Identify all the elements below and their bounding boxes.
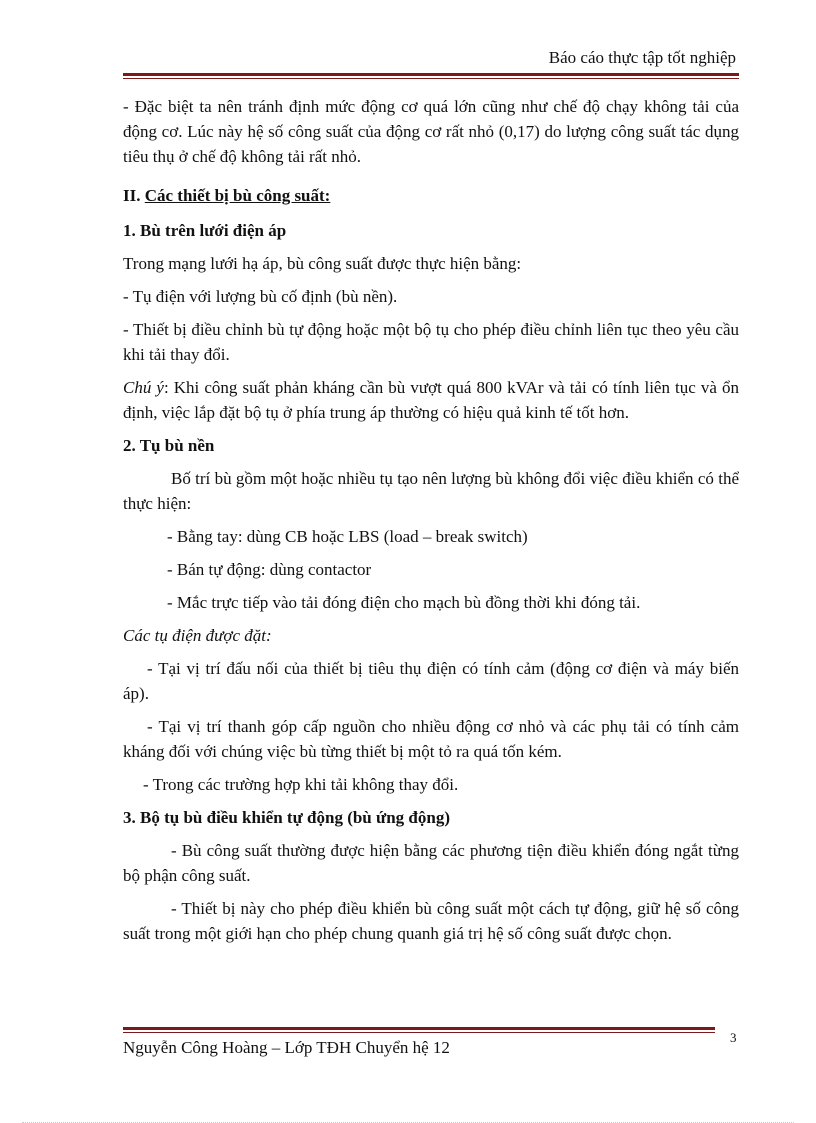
subheading-2: 2. Tụ bù nền bbox=[123, 436, 215, 455]
header-title: Báo cáo thực tập tốt nghiệp bbox=[548, 48, 736, 67]
italic-paragraph: Các tụ điện được đặt: bbox=[123, 626, 272, 645]
list-item: - Bằng tay: dùng CB hoặc LBS (load – break switch) bbox=[167, 527, 528, 546]
list-item: - Trong các trường hợp khi tải không thay đổi. bbox=[143, 775, 459, 794]
footer-author: Nguyễn Công Hoàng – Lớp TĐH Chuyển hệ 12 bbox=[123, 1038, 450, 1057]
paragraph: - Tụ điện với lượng bù cố định (bù nền). bbox=[123, 287, 398, 306]
header-rule-thin bbox=[123, 78, 739, 79]
paragraph: - Thiết bị này cho phép điều khiển bù công suất một cách tự động, giữ hệ số công suất trong một giới hạn cho phép chung quanh giá trị hệ số công suất được chọn. bbox=[123, 899, 739, 943]
section-number: II. bbox=[123, 186, 145, 205]
subheading-3: 3. Bộ tụ bù điều khiển tự động (bù ứng động) bbox=[123, 808, 450, 827]
list-item: - Bán tự động: dùng contactor bbox=[167, 560, 372, 579]
page-number: 3 bbox=[730, 1030, 737, 1045]
list-item: - Tại vị trí thanh góp cấp nguồn cho nhiều động cơ nhỏ và các phụ tải có tính cảm kháng đối với chúng việc bù từng thiết bị một tỏ ra quá tốn kém. bbox=[123, 717, 739, 761]
note-text: : Khi công suất phản kháng cần bù vượt quá 800 kVAr và tải có tính liên tục và ổn định, việc lắp đặt bộ tụ ở phía trung áp thường có hiệu quả kinh tế tốt hơn. bbox=[123, 378, 739, 422]
paragraph: Trong mạng lưới hạ áp, bù công suất được thực hiện bằng: bbox=[123, 254, 522, 273]
list-item: - Tại vị trí đấu nối của thiết bị tiêu thụ điện có tính cảm (động cơ điện và máy biến áp). bbox=[123, 659, 739, 703]
section-heading bbox=[123, 183, 739, 208]
section-title: Các thiết bị bù công suất: bbox=[144, 186, 331, 205]
paragraph: - Bù công suất thường được hiện bằng các phương tiện điều khiển đóng ngắt từng bộ phận công suất. bbox=[123, 841, 739, 885]
intro-paragraph: - Đặc biệt ta nên tránh định mức động cơ quá lớn cũng như chế độ chạy không tải của động cơ. Lúc này hệ số công suất của động cơ rất nhỏ (0,17) do lượng công suất tác dụng tiêu thụ ở chế độ không tải rất nhỏ. bbox=[123, 97, 739, 166]
footer-rule-thick bbox=[123, 1027, 715, 1030]
note-label: Chú ý bbox=[123, 378, 164, 397]
paragraph: - Thiết bị điều chỉnh bù tự động hoặc một bộ tụ cho phép điều chỉnh liên tục theo yêu cầu khi tải thay đổi. bbox=[123, 320, 739, 364]
paragraph: Bố trí bù gồm một hoặc nhiều tụ tạo nên lượng bù không đổi việc điều khiển có thể thực hiện: bbox=[123, 469, 739, 513]
note-paragraph bbox=[123, 375, 739, 425]
subheading-1: 1. Bù trên lưới điện áp bbox=[123, 221, 287, 240]
body-content bbox=[123, 94, 739, 954]
list-item: - Mắc trực tiếp vào tải đóng điện cho mạch bù đồng thời khi đóng tải. bbox=[167, 593, 641, 612]
footer-rule-thin bbox=[123, 1032, 715, 1033]
header-rule-thick bbox=[123, 73, 739, 76]
